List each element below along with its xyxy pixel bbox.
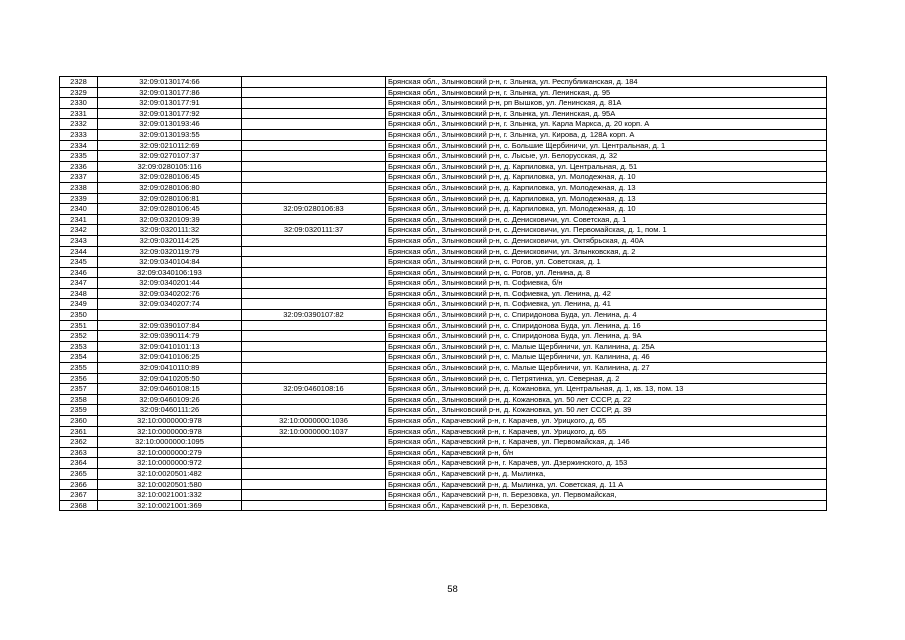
- related-cadastral-number-cell: 32:09:0320111:37: [242, 225, 386, 236]
- row-number-cell: 2346: [60, 267, 98, 278]
- cadastral-number-cell: 32:09:0340104:84: [98, 257, 242, 268]
- address-cell: Брянская обл., Злынковский р-н, г. Злынка, ул. Ленинская, д. 95: [386, 87, 827, 98]
- row-number-cell: 2364: [60, 458, 98, 469]
- address-cell: Брянская обл., Злынковский р-н, п. Софиевка, б/н: [386, 278, 827, 289]
- table-row: [60, 352, 827, 363]
- row-number-cell: 2358: [60, 394, 98, 405]
- page-number: 58: [447, 584, 458, 595]
- related-cadastral-number-cell: [242, 267, 386, 278]
- address-cell: Брянская обл., Карачевский р-н, г. Карачев, ул. Урицкого, д. 65: [386, 426, 827, 437]
- row-number-cell: 2353: [60, 341, 98, 352]
- related-cadastral-number-cell: [242, 458, 386, 469]
- table-row: [60, 468, 827, 479]
- table-row: [60, 193, 827, 204]
- table-row: [60, 119, 827, 130]
- row-number-cell: 2365: [60, 468, 98, 479]
- row-number-cell: 2362: [60, 437, 98, 448]
- address-cell: Брянская обл., Злынковский р-н, с. Малые Щербиничи, ул. Калинина, д. 27: [386, 363, 827, 374]
- table-row: [60, 331, 827, 342]
- cadastral-number-cell: 32:09:0320109:39: [98, 214, 242, 225]
- related-cadastral-number-cell: [242, 490, 386, 501]
- row-number-cell: 2348: [60, 288, 98, 299]
- related-cadastral-number-cell: [242, 288, 386, 299]
- related-cadastral-number-cell: [242, 172, 386, 183]
- cadastral-number-cell: 32:09:0390114:79: [98, 331, 242, 342]
- address-cell: Брянская обл., Злынковский р-н, с. Спиридонова Буда, ул. Ленина, д. 9А: [386, 331, 827, 342]
- table-row: [60, 310, 827, 321]
- row-number-cell: 2368: [60, 500, 98, 511]
- row-number-cell: 2341: [60, 214, 98, 225]
- table-row: [60, 288, 827, 299]
- row-number-cell: 2352: [60, 331, 98, 342]
- table-row: [60, 225, 827, 236]
- address-cell: Брянская обл., Карачевский р-н, г. Карачев, ул. Первомайская, д. 146: [386, 437, 827, 448]
- address-cell: Брянская обл., Злынковский р-н, рп Вышков, ул. Ленинская, д. 81А: [386, 98, 827, 109]
- row-number-cell: 2335: [60, 151, 98, 162]
- address-cell: Брянская обл., Карачевский р-н, б/н: [386, 447, 827, 458]
- row-number-cell: 2333: [60, 129, 98, 140]
- related-cadastral-number-cell: 32:09:0390107:82: [242, 310, 386, 321]
- cadastral-number-cell: 32:10:0020501:580: [98, 479, 242, 490]
- cadastral-number-cell: 32:09:0320111:32: [98, 225, 242, 236]
- row-number-cell: 2331: [60, 108, 98, 119]
- address-cell: Брянская обл., Карачевский р-н, п. Березовка, ул. Первомайская,: [386, 490, 827, 501]
- address-cell: Брянская обл., Злынковский р-н, д. Кожановка, ул. 50 лет СССР, д. 22: [386, 394, 827, 405]
- table-row: [60, 278, 827, 289]
- related-cadastral-number-cell: [242, 257, 386, 268]
- row-number-cell: 2343: [60, 235, 98, 246]
- address-cell: Брянская обл., Злынковский р-н, д. Карпиловка, ул. Молодежная, д. 10: [386, 204, 827, 215]
- row-number-cell: 2342: [60, 225, 98, 236]
- row-number-cell: 2334: [60, 140, 98, 151]
- cadastral-number-cell: 32:09:0130193:46: [98, 119, 242, 130]
- address-cell: Брянская обл., Злынковский р-н, с. Денисковичи, ул. Октябрьская, д. 40А: [386, 235, 827, 246]
- related-cadastral-number-cell: 32:10:0000000:1037: [242, 426, 386, 437]
- cadastral-number-cell: 32:09:0340201:44: [98, 278, 242, 289]
- related-cadastral-number-cell: [242, 214, 386, 225]
- cadastral-number-cell: 32:09:0340106:193: [98, 267, 242, 278]
- related-cadastral-number-cell: [242, 151, 386, 162]
- row-number-cell: 2357: [60, 384, 98, 395]
- related-cadastral-number-cell: [242, 331, 386, 342]
- table-row: [60, 214, 827, 225]
- related-cadastral-number-cell: 32:09:0280106:83: [242, 204, 386, 215]
- table-row: [60, 182, 827, 193]
- related-cadastral-number-cell: [242, 299, 386, 310]
- table-row: [60, 416, 827, 427]
- related-cadastral-number-cell: [242, 405, 386, 416]
- table-row: [60, 235, 827, 246]
- table-row: [60, 405, 827, 416]
- table-row: [60, 363, 827, 374]
- cadastral-number-cell: 32:10:0021001:369: [98, 500, 242, 511]
- related-cadastral-number-cell: [242, 363, 386, 374]
- address-cell: Брянская обл., Злынковский р-н, г. Злынка, ул. Ленинская, д. 95А: [386, 108, 827, 119]
- related-cadastral-number-cell: 32:09:0460108:16: [242, 384, 386, 395]
- address-cell: Брянская обл., Злынковский р-н, д. Карпиловка, ул. Молодежная, д. 10: [386, 172, 827, 183]
- registry-table-body: [60, 77, 827, 511]
- row-number-cell: 2340: [60, 204, 98, 215]
- table-row: [60, 299, 827, 310]
- row-number-cell: 2349: [60, 299, 98, 310]
- cadastral-number-cell: 32:09:0270107:37: [98, 151, 242, 162]
- row-number-cell: 2351: [60, 320, 98, 331]
- cadastral-number-cell: 32:09:0280106:80: [98, 182, 242, 193]
- address-cell: Брянская обл., Карачевский р-н, г. Карачев, ул. Урицкого, д. 65: [386, 416, 827, 427]
- row-number-cell: 2347: [60, 278, 98, 289]
- row-number-cell: 2330: [60, 98, 98, 109]
- cadastral-number-cell: 32:09:0280105:116: [98, 161, 242, 172]
- cadastral-number-cell: 32:09:0210112:69: [98, 140, 242, 151]
- table-row: [60, 140, 827, 151]
- address-cell: Брянская обл., Злынковский р-н, п. Софиевка, ул. Ленина, д. 41: [386, 299, 827, 310]
- table-row: [60, 437, 827, 448]
- cadastral-number-cell: 32:09:0130193:55: [98, 129, 242, 140]
- row-number-cell: 2363: [60, 447, 98, 458]
- address-cell: Брянская обл., Злынковский р-н, д. Карпиловка, ул. Молодежная, д. 13: [386, 182, 827, 193]
- related-cadastral-number-cell: [242, 373, 386, 384]
- table-row: [60, 384, 827, 395]
- row-number-cell: 2337: [60, 172, 98, 183]
- table-row: [60, 479, 827, 490]
- row-number-cell: 2356: [60, 373, 98, 384]
- table-row: [60, 267, 827, 278]
- table-row: [60, 204, 827, 215]
- cadastral-number-cell: 32:10:0000000:279: [98, 447, 242, 458]
- address-cell: Брянская обл., Злынковский р-н, с. Денисковичи, ул. Первомайская, д. 1, пом. 1: [386, 225, 827, 236]
- cadastral-number-cell: 32:09:0410205:50: [98, 373, 242, 384]
- address-cell: Брянская обл., Злынковский р-н, с. Спиридонова Буда, ул. Ленина, д. 4: [386, 310, 827, 321]
- related-cadastral-number-cell: [242, 119, 386, 130]
- address-cell: Брянская обл., Карачевский р-н, п. Березовка,: [386, 500, 827, 511]
- address-cell: Брянская обл., Злынковский р-н, г. Злынка, ул. Карла Маркса, д. 20 корп. А: [386, 119, 827, 130]
- table-row: [60, 458, 827, 469]
- row-number-cell: 2339: [60, 193, 98, 204]
- registry-table: [59, 76, 827, 511]
- cadastral-number-cell: 32:09:0130177:92: [98, 108, 242, 119]
- table-row: [60, 341, 827, 352]
- table-row: [60, 500, 827, 511]
- related-cadastral-number-cell: [242, 341, 386, 352]
- table-row: [60, 151, 827, 162]
- related-cadastral-number-cell: [242, 246, 386, 257]
- address-cell: Брянская обл., Злынковский р-н, д. Карпиловка, ул. Центральная, д. 51: [386, 161, 827, 172]
- cadastral-number-cell: 32:09:0320114:25: [98, 235, 242, 246]
- row-number-cell: 2338: [60, 182, 98, 193]
- related-cadastral-number-cell: [242, 352, 386, 363]
- row-number-cell: 2350: [60, 310, 98, 321]
- related-cadastral-number-cell: [242, 108, 386, 119]
- related-cadastral-number-cell: [242, 182, 386, 193]
- table-row: [60, 426, 827, 437]
- cadastral-number-cell: 32:09:0280106:45: [98, 204, 242, 215]
- cadastral-number-cell: 32:09:0340207:74: [98, 299, 242, 310]
- cadastral-number-cell: 32:09:0410101:13: [98, 341, 242, 352]
- row-number-cell: 2360: [60, 416, 98, 427]
- row-number-cell: 2354: [60, 352, 98, 363]
- row-number-cell: 2332: [60, 119, 98, 130]
- address-cell: Брянская обл., Злынковский р-н, г. Злынка, ул. Республиканская, д. 184: [386, 77, 827, 88]
- address-cell: Брянская обл., Злынковский р-н, д. Кожановка, ул. Центральная, д. 1, кв. 13, пом. 13: [386, 384, 827, 395]
- cadastral-number-cell: 32:09:0390107:84: [98, 320, 242, 331]
- cadastral-number-cell: 32:09:0410110:89: [98, 363, 242, 374]
- related-cadastral-number-cell: [242, 468, 386, 479]
- table-row: [60, 447, 827, 458]
- related-cadastral-number-cell: [242, 129, 386, 140]
- related-cadastral-number-cell: [242, 140, 386, 151]
- related-cadastral-number-cell: [242, 447, 386, 458]
- cadastral-number-cell: 32:10:0000000:972: [98, 458, 242, 469]
- related-cadastral-number-cell: [242, 235, 386, 246]
- row-number-cell: 2344: [60, 246, 98, 257]
- cadastral-number-cell: 32:09:0320119:79: [98, 246, 242, 257]
- address-cell: Брянская обл., Злынковский р-н, с. Малые Щербиничи, ул. Калинина, д. 25А: [386, 341, 827, 352]
- address-cell: Брянская обл., Злынковский р-н, г. Злынка, ул. Кирова, д. 128А корп. А: [386, 129, 827, 140]
- cadastral-number-cell: 32:09:0130177:91: [98, 98, 242, 109]
- cadastral-number-cell: 32:09:0280106:45: [98, 172, 242, 183]
- table-row: [60, 394, 827, 405]
- table-row: [60, 172, 827, 183]
- address-cell: Брянская обл., Злынковский р-н, д. Кожановка, ул. 50 лет СССР, д. 39: [386, 405, 827, 416]
- table-row: [60, 320, 827, 331]
- cadastral-number-cell: 32:09:0460109:26: [98, 394, 242, 405]
- row-number-cell: 2367: [60, 490, 98, 501]
- cadastral-number-cell: 32:09:0130174:66: [98, 77, 242, 88]
- cadastral-number-cell: [98, 310, 242, 321]
- table-row: [60, 490, 827, 501]
- cadastral-number-cell: 32:09:0460111:26: [98, 405, 242, 416]
- table-row: [60, 161, 827, 172]
- table-row: [60, 257, 827, 268]
- address-cell: Брянская обл., Злынковский р-н, п. Софиевка, ул. Ленина, д. 42: [386, 288, 827, 299]
- address-cell: Брянская обл., Злынковский р-н, с. Денисковичи, ул. Советская, д. 1: [386, 214, 827, 225]
- cadastral-number-cell: 32:09:0280106:81: [98, 193, 242, 204]
- row-number-cell: 2366: [60, 479, 98, 490]
- related-cadastral-number-cell: [242, 437, 386, 448]
- address-cell: Брянская обл., Злынковский р-н, с. Малые Щербиничи, ул. Калинина, д. 46: [386, 352, 827, 363]
- cadastral-number-cell: 32:09:0410106:25: [98, 352, 242, 363]
- related-cadastral-number-cell: 32:10:0000000:1036: [242, 416, 386, 427]
- row-number-cell: 2336: [60, 161, 98, 172]
- cadastral-number-cell: 32:09:0340202:76: [98, 288, 242, 299]
- related-cadastral-number-cell: [242, 87, 386, 98]
- table-row: [60, 129, 827, 140]
- address-cell: Брянская обл., Злынковский р-н, с. Лысые, ул. Белорусская, д. 32: [386, 151, 827, 162]
- related-cadastral-number-cell: [242, 98, 386, 109]
- related-cadastral-number-cell: [242, 479, 386, 490]
- row-number-cell: 2355: [60, 363, 98, 374]
- address-cell: Брянская обл., Злынковский р-н, с. Рогов, ул. Ленина, д. 8: [386, 267, 827, 278]
- table-row: [60, 77, 827, 88]
- cadastral-number-cell: 32:10:0000000:978: [98, 416, 242, 427]
- cadastral-number-cell: 32:10:0000000:978: [98, 426, 242, 437]
- related-cadastral-number-cell: [242, 193, 386, 204]
- cadastral-number-cell: 32:10:0021001:332: [98, 490, 242, 501]
- address-cell: Брянская обл., Злынковский р-н, с. Спиридонова Буда, ул. Ленина, д. 16: [386, 320, 827, 331]
- related-cadastral-number-cell: [242, 278, 386, 289]
- address-cell: Брянская обл., Карачевский р-н, д. Мылинка, ул. Советская, д. 11 А: [386, 479, 827, 490]
- table-row: [60, 98, 827, 109]
- row-number-cell: 2361: [60, 426, 98, 437]
- cadastral-number-cell: 32:09:0460108:15: [98, 384, 242, 395]
- related-cadastral-number-cell: [242, 500, 386, 511]
- address-cell: Брянская обл., Злынковский р-н, д. Карпиловка, ул. Молодежная, д. 13: [386, 193, 827, 204]
- address-cell: Брянская обл., Злынковский р-н, с. Большие Щербиничи, ул. Центральная, д. 1: [386, 140, 827, 151]
- related-cadastral-number-cell: [242, 320, 386, 331]
- cadastral-number-cell: 32:09:0130177:86: [98, 87, 242, 98]
- row-number-cell: 2359: [60, 405, 98, 416]
- address-cell: Брянская обл., Карачевский р-н, г. Карачев, ул. Дзержинского, д. 153: [386, 458, 827, 469]
- table-row: [60, 87, 827, 98]
- related-cadastral-number-cell: [242, 394, 386, 405]
- row-number-cell: 2329: [60, 87, 98, 98]
- table-row: [60, 246, 827, 257]
- row-number-cell: 2345: [60, 257, 98, 268]
- related-cadastral-number-cell: [242, 161, 386, 172]
- address-cell: Брянская обл., Злынковский р-н, с. Денисковичи, ул. Злынковская, д. 2: [386, 246, 827, 257]
- table-row: [60, 373, 827, 384]
- related-cadastral-number-cell: [242, 77, 386, 88]
- address-cell: Брянская обл., Злынковский р-н, с. Петрятинка, ул. Северная, д. 2: [386, 373, 827, 384]
- address-cell: Брянская обл., Злынковский р-н, с. Рогов, ул. Советская, д. 1: [386, 257, 827, 268]
- address-cell: Брянская обл., Карачевский р-н, д. Мылинка,: [386, 468, 827, 479]
- table-row: [60, 108, 827, 119]
- row-number-cell: 2328: [60, 77, 98, 88]
- cadastral-number-cell: 32:10:0020501:482: [98, 468, 242, 479]
- cadastral-number-cell: 32:10:0000000:1095: [98, 437, 242, 448]
